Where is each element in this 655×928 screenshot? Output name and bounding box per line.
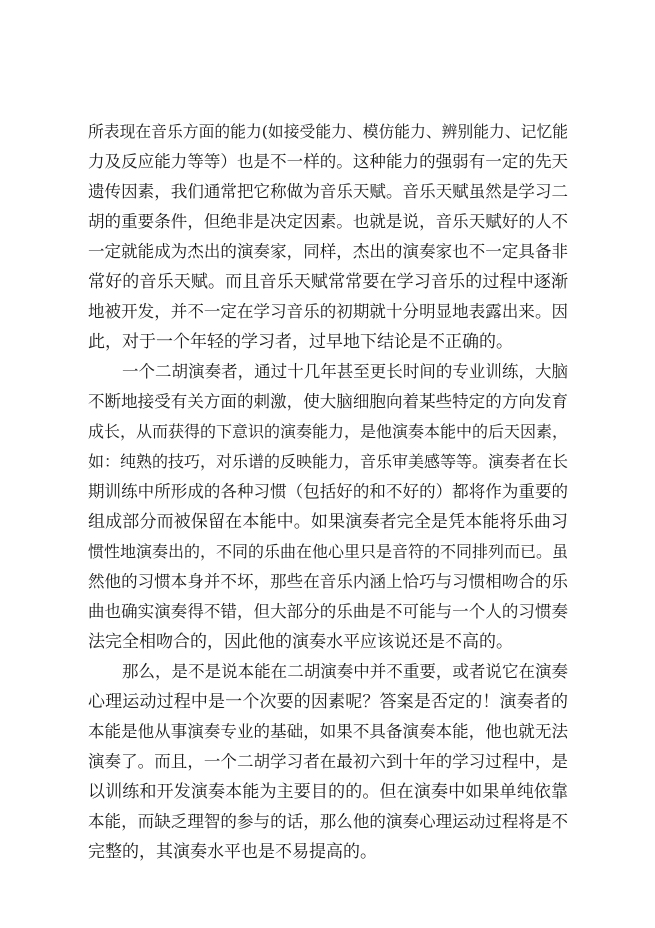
paragraph-line: 惯性地演奏出的，不同的乐曲在他心里只是音符的不同排列而已。虽 xyxy=(88,542,569,561)
paragraph-line: 曲也确实演奏得不错，但大部分的乐曲是不可能与一个人的习惯奏 xyxy=(88,602,568,621)
paragraph-line: 本能是他从事演奏专业的基础，如果不具备演奏本能，他也就无法 xyxy=(88,722,568,741)
paragraph-line: 胡的重要条件，但绝非是决定因素。也就是说，音乐天赋好的人不 xyxy=(88,212,568,231)
paragraph-line: 本能，而缺乏理智的参与的话，那么他的演奏心理运动过程将是不 xyxy=(88,812,568,831)
paragraph-line: 以训练和开发演奏本能为主要目的的。但在演奏中如果单纯依靠 xyxy=(88,782,568,802)
paragraph-line: 所表现在音乐方面的能力(如接受能力、模仿能力、辨别能力、记忆能 xyxy=(88,122,568,141)
paragraph-line: 地被开发，并不一定在学习音乐的初期就十分明显地表露出来。因 xyxy=(88,302,568,321)
paragraph-line: 常好的音乐天赋。而且音乐天赋常常要在学习音乐的过程中逐渐 xyxy=(88,272,568,292)
paragraph-line: 力及反应能力等等）也是不一样的。这种能力的强弱有一定的先天 xyxy=(88,152,568,171)
paragraph-line: 完整的，其演奏水平也是不易提高的。 xyxy=(88,842,377,862)
paragraph-line: 法完全相吻合的，因此他的演奏水平应该说还是不高的。 xyxy=(88,632,513,652)
paragraph-line: 那么，是不是说本能在二胡演奏中并不重要，或者说它在演奏 xyxy=(122,662,568,681)
paragraph-line: 心理运动过程中是一个次要的因素呢？答案是否定的！演奏者的 xyxy=(88,692,568,712)
paragraph-line: 然他的习惯本身并不坏，那些在音乐内涵上恰巧与习惯相吻合的乐 xyxy=(88,572,568,591)
paragraph-line: 遗传因素，我们通常把它称做为音乐天赋。音乐天赋虽然是学习二 xyxy=(88,182,568,201)
paragraph-line: 如：纯熟的技巧，对乐谱的反映能力，音乐审美感等等。演奏者在长 xyxy=(88,452,569,471)
paragraph-line: 组成部分而被保留在本能中。如果演奏者完全是凭本能将乐曲习 xyxy=(88,512,568,532)
paragraph-line: 不断地接受有关方面的刺激，使大脑细胞向着某些特定的方向发育 xyxy=(88,392,568,411)
paragraph-line: 一定就能成为杰出的演奏家，同样，杰出的演奏家也不一定具备非 xyxy=(88,242,568,261)
paragraph-line: 成长，从而获得的下意识的演奏能力，是他演奏本能中的后天因素， xyxy=(88,422,569,441)
paragraph-line: 演奏了。而且，一个二胡学习者在最初六到十年的学习过程中，是 xyxy=(88,752,568,771)
paragraph-line: 此，对于一个年轻的学习者，过早地下结论是不正确的。 xyxy=(88,332,513,352)
paragraph-line: 期训练中所形成的各种习惯（包括好的和不好的）都将作为重要的 xyxy=(88,482,568,501)
paragraph-line: 一个二胡演奏者，通过十几年甚至更长时间的专业训练，大脑 xyxy=(122,362,568,381)
